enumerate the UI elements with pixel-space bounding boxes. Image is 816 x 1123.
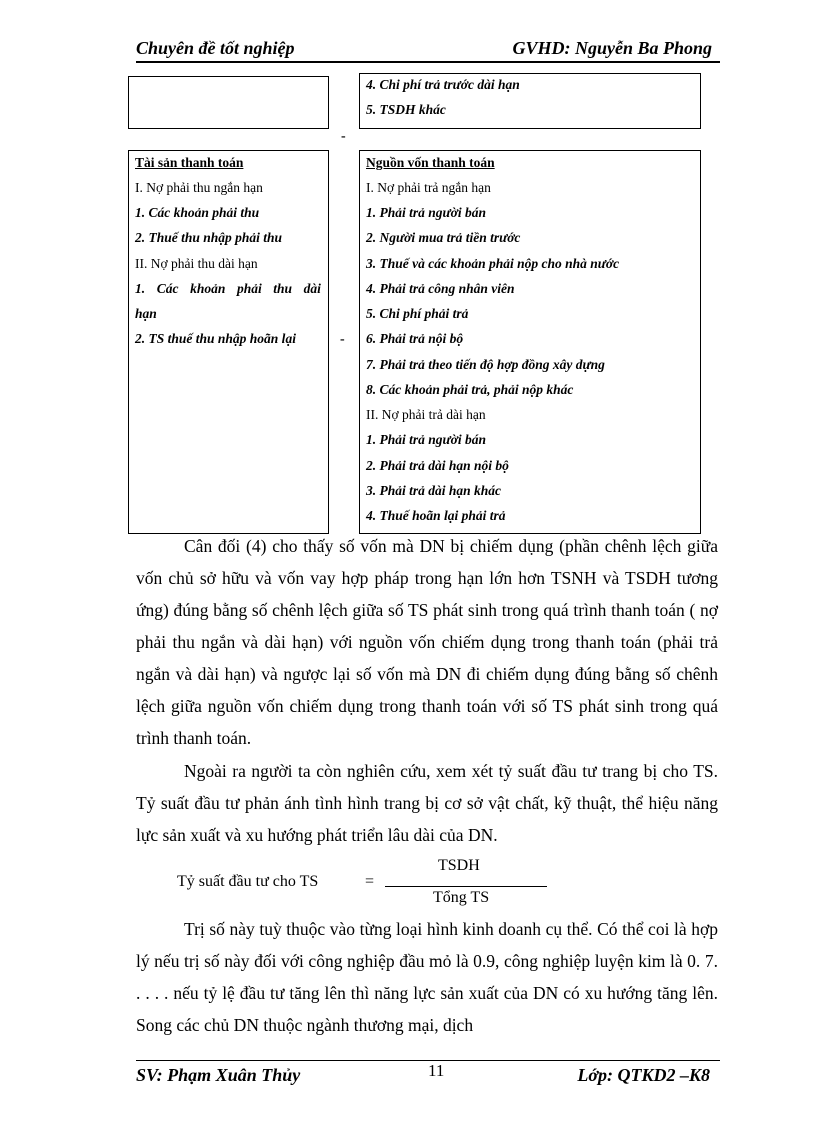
table-row: 1. Các khoản phải thu bbox=[135, 205, 260, 220]
assets-heading: Tài sản thanh toán bbox=[135, 155, 244, 170]
header-advisor: GVHD: Nguyễn Ba Phong bbox=[512, 38, 712, 58]
table-row: 2. Người mua trả tiền trước bbox=[366, 230, 521, 245]
top-right-cell bbox=[359, 73, 701, 129]
paragraph-investment: Ngoài ra người ta còn nghiên cứu, xem xét tỷ suất đầu tư trang bị cho TS. Tỷ suất đầu tư phản ánh tình hình trang bị cơ sở vật chất, kỹ thuật, thể hiệu năng lực sản xuất và xu hướng phát triển lâu dài của DN. bbox=[136, 761, 718, 845]
table-row: 3. Thuế và các khoản phải nộp cho nhà nước bbox=[366, 256, 620, 271]
word: dài bbox=[303, 281, 321, 296]
table-row: 2. Thuế thu nhập phải thu bbox=[135, 230, 283, 245]
word: phải bbox=[236, 281, 262, 296]
table-row-wrapped bbox=[135, 281, 321, 297]
top-dash: - bbox=[341, 129, 346, 144]
assets-cell bbox=[128, 150, 329, 534]
table-row: 6. Phải trả nội bộ bbox=[366, 331, 464, 346]
table-row: 3. Phải trả dài hạn khác bbox=[366, 483, 502, 498]
formula-denominator: Tổng TS bbox=[433, 889, 490, 906]
table-row: I. Nợ phải trả ngắn hạn bbox=[366, 180, 491, 195]
word: 1. bbox=[135, 281, 146, 296]
table-row: I. Nợ phải thu ngắn hạn bbox=[135, 180, 263, 195]
paragraph-balance: Cân đối (4) cho thấy số vốn mà DN bị chiếm dụng (phần chênh lệch giữa vốn chủ sở hữu và vốn vay hợp pháp trong hạn lớn hơn TSNH và TSDH tương ứng) đúng bằng số chênh lệch giữa số TS phát sinh trong quá trình thanh toán ( nợ phải thu ngắn và dài hạn) với nguồn vốn chiếm dụng trong thanh toán (phải trả ngắn và dài hạn) và ngược lại số vốn mà DN đi chiếm dụng đúng bằng số chênh lệch giữa nguồn vốn chiếm dụng trong thanh toán với số TS phát sinh trong quá trình thanh toán. bbox=[136, 536, 718, 748]
header-title: Chuyên đề tốt nghiệp bbox=[136, 38, 295, 58]
page-number: 11 bbox=[428, 1061, 445, 1080]
table-row: 1. Phải trả người bán bbox=[366, 432, 486, 447]
footer-student: SV: Phạm Xuân Thủy bbox=[136, 1065, 301, 1085]
table-row: 5. Chi phí phải trả bbox=[366, 306, 469, 321]
table-row: 4. Phải trả công nhân viên bbox=[366, 281, 515, 296]
formula-label: Tỷ suất đầu tư cho TS bbox=[177, 873, 319, 890]
paragraph-interpretation: Trị số này tuỳ thuộc vào từng loại hình kinh doanh cụ thể. Có thể coi là hợp lý nếu trị số này đối với công nghiệp đầu mỏ là 0.9, công nghiệp luyện kim là 0. 7. . . . . nếu tỷ lệ đầu tư tăng lên thì năng lực sản xuất của DN có xu hướng tăng lên. Song các chủ DN thuộc ngành thương mại, dịch bbox=[136, 919, 718, 1035]
top-left-cell bbox=[128, 76, 329, 129]
footer-class: Lớp: QTKD2 –K8 bbox=[577, 1065, 710, 1085]
table-row: II. Nợ phải thu dài hạn bbox=[135, 256, 258, 271]
word: khoản bbox=[190, 281, 226, 296]
table-row: 2. Phải trả dài hạn nội bộ bbox=[366, 458, 509, 473]
table-row: 7. Phải trả theo tiến độ hợp đồng xây dựng bbox=[366, 357, 605, 372]
table-row: II. Nợ phải trả dài hạn bbox=[366, 407, 486, 422]
table-row: 4. Chi phí trả trước dài hạn bbox=[366, 77, 520, 92]
word: Các bbox=[156, 281, 179, 296]
table-row: 1. Phải trả người bán bbox=[366, 205, 486, 220]
fraction-bar bbox=[385, 886, 547, 887]
word: thu bbox=[273, 281, 293, 296]
liabilities-heading: Nguồn vốn thanh toán bbox=[366, 155, 495, 170]
formula-numerator: TSDH bbox=[438, 857, 480, 874]
table-row-continuation: hạn bbox=[135, 306, 157, 321]
table-row: 5. TSDH khác bbox=[366, 102, 446, 117]
formula-equals: = bbox=[365, 873, 375, 890]
table-row: 4. Thuế hoãn lại phải trả bbox=[366, 508, 506, 523]
table-row: 2. TS thuế thu nhập hoãn lại bbox=[135, 331, 296, 346]
middle-dash: - bbox=[340, 332, 345, 347]
table-row: 8. Các khoản phải trả, phải nộp khác bbox=[366, 382, 574, 397]
liabilities-cell bbox=[359, 150, 701, 534]
header-rule bbox=[136, 61, 720, 63]
